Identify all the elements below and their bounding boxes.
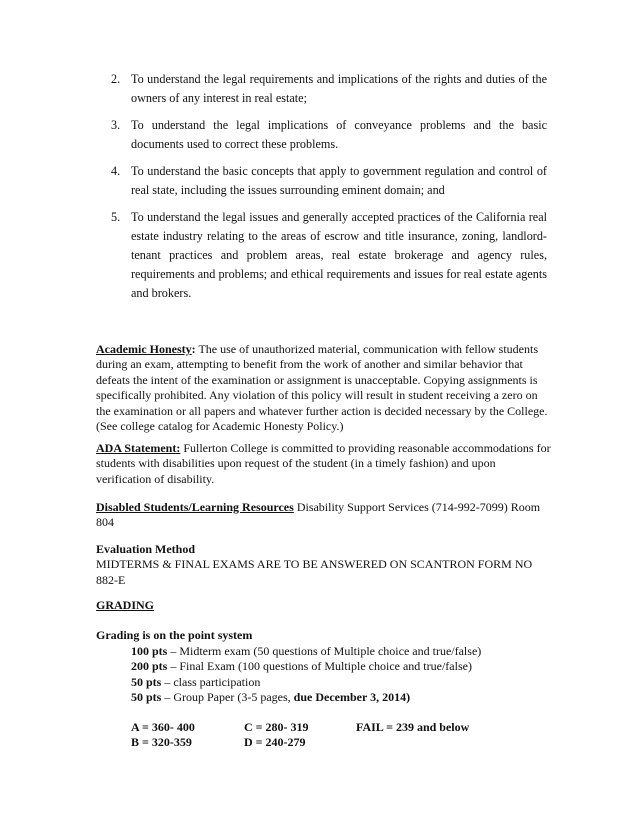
evaluation-section (96, 542, 551, 588)
objective-number: 4. (111, 164, 121, 178)
grading-section (96, 598, 551, 751)
grading-heading: GRADING (96, 598, 155, 612)
objective-item (111, 162, 547, 200)
objective-item (111, 208, 547, 303)
grading-description: – Final Exam (100 questions of Multiple choice and true/false) (167, 659, 472, 674)
grading-points: 200 pts (131, 659, 168, 674)
grading-subheading: Grading is on the point system (96, 628, 253, 643)
grading-item (96, 690, 551, 705)
grade-d: D = 240-279 (244, 735, 306, 750)
grading-item (96, 644, 551, 659)
disabled-students-section (96, 500, 551, 531)
grading-due-date: due December 3, 2014) (293, 690, 411, 705)
objective-number: 5. (111, 210, 121, 224)
objective-text: To understand the legal issues and generally accepted practices of the California real estate industry relating to the areas of escrow and title insurance, zoning, landlord-tenant practices and problem areas, real estate brokerage and agency rules, requirements and problems; and ethical requirements and issues for real estate agents and brokers. (131, 210, 547, 300)
objective-text: To understand the basic concepts that apply to government regulation and control of real state, including the issues surrounding eminent domain; and (131, 164, 547, 197)
evaluation-text: MIDTERMS & FINAL EXAMS ARE TO BE ANSWERED ON SCANTRON FORM NO 882-E (96, 557, 533, 587)
disabled-students-heading: Disabled Students/Learning Resources (96, 500, 294, 514)
objectives-list (111, 70, 547, 311)
objective-number: 3. (111, 118, 121, 132)
grade-a: A = 360- 400 (131, 720, 195, 735)
grading-description: – class participation (161, 674, 261, 689)
objective-item (111, 116, 547, 154)
grading-description: – Group Paper (3-5 pages, (161, 690, 294, 705)
grading-points: 50 pts (131, 690, 162, 705)
ada-heading: ADA Statement: (96, 441, 181, 455)
ada-text: Fullerton College is committed to providing reasonable accommodations for students with disabilities upon request of the student (in a timely fashion) and upon verification of disability. (96, 441, 551, 486)
disabled-students-text: Disability Support Services (714-992-7099) Room 804 (96, 500, 541, 530)
evaluation-heading: Evaluation Method (96, 542, 196, 556)
objective-text: To understand the legal requirements and implications of the rights and duties of the owners of any interest in real estate; (131, 72, 547, 105)
grading-points: 100 pts (131, 643, 168, 658)
grade-fail: FAIL = 239 and below (356, 720, 470, 735)
objective-item (111, 70, 547, 108)
objective-text: To understand the legal implications of conveyance problems and the basic documents used to correct these problems. (131, 118, 547, 151)
grading-points: 50 pts (131, 674, 162, 689)
academic-honesty-heading: Academic Honesty (96, 342, 192, 356)
academic-honesty-section (96, 342, 551, 434)
grade-b: B = 320-359 (131, 735, 192, 750)
grade-c: C = 280- 319 (244, 720, 309, 735)
objective-number: 2. (111, 72, 121, 86)
academic-honesty-colon: : (191, 342, 196, 356)
grading-item (96, 659, 551, 674)
ada-statement-section (96, 441, 551, 487)
grading-description: – Midterm exam (50 questions of Multiple choice and true/false) (167, 643, 482, 658)
academic-honesty-text: The use of unauthorized material, communication with fellow students during an exam, attempting to benefit from the work of another and similar behavior that defeats the intent of the examination or assignment is unacceptable. Copying assignments is specifically prohibited. Any violation of this policy will result in student receiving a zero on the examination or all papers and whatever further action is decided necessary by the College. (See college catalog for Academic Honesty Policy.) (96, 342, 548, 434)
grade-scale (96, 720, 551, 751)
grading-item (96, 675, 551, 690)
